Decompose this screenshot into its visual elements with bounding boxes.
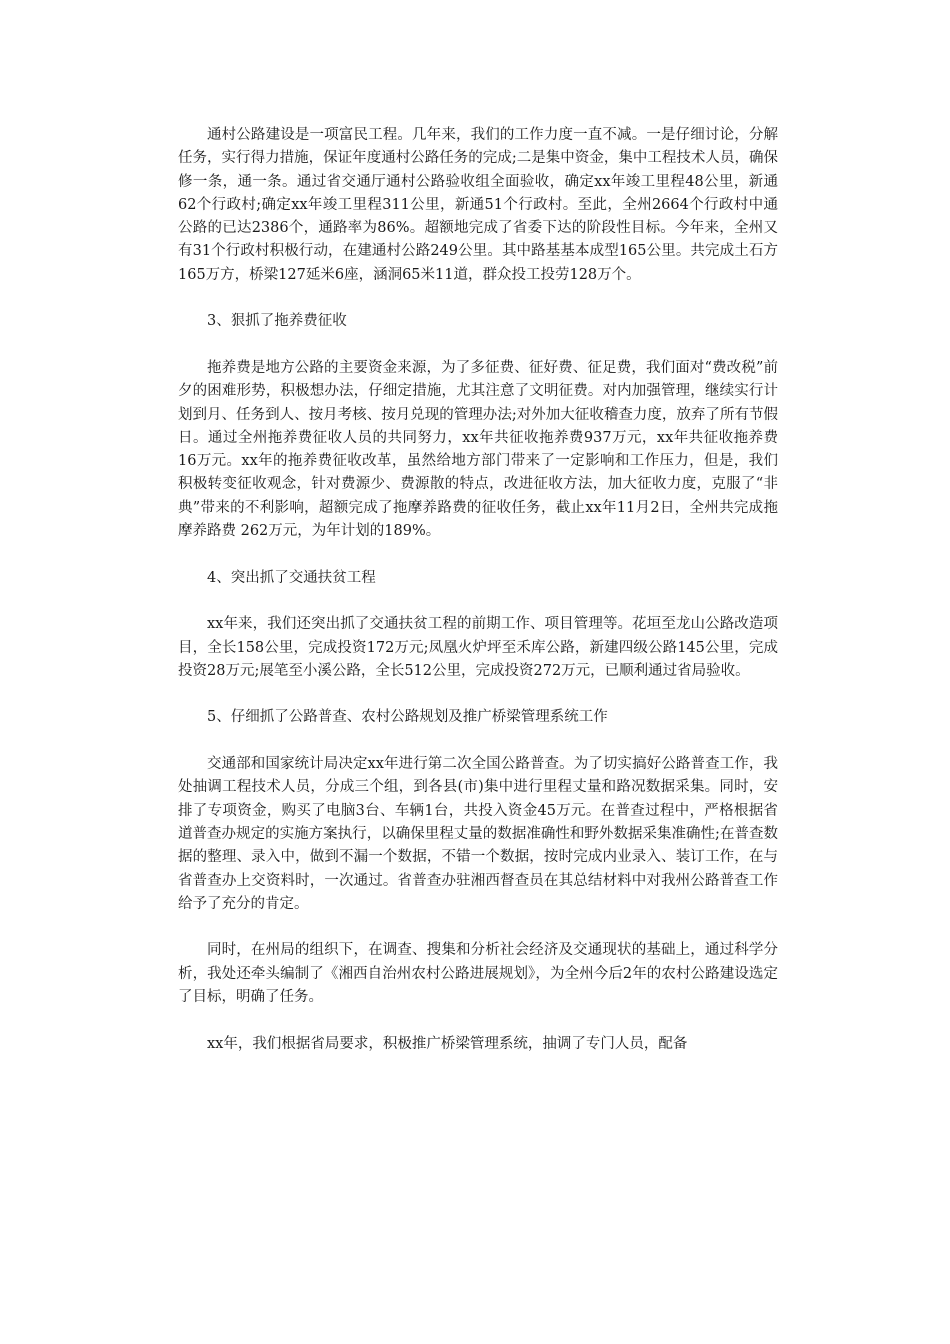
section-heading-5: 5、仔细抓了公路普查、农村公路规划及推广桥梁管理系统工作 [207, 709, 608, 726]
paragraph-road-census: 交通部和国家统计局决定xx年进行第二次全国公路普查。为了切实搞好公路普查工作，我处抽调工程技术人员，分成三个组，到各县(市)集中进行里程丈量和路况数据采集。同时，安排了专项资金，购买了电脑3台、车辆1台，共投入资金45万元。在普查过程中，严格根据省道普查办规定的实施方案执行，以确保里程丈量的数据准确性和野外数据采集准确性;在普查数据的整理、录入中，做到不漏一个数据，不错一个数据，按时完成内业录入、装订工作，在与省普查办上交资料时，一次通过。省普查办驻湘西督查员在其总结材料中对我州公路普查工作给予了充分的肯定。 [178, 756, 778, 912]
paragraph-village-roads: 通村公路建设是一项富民工程。几年来，我们的工作力度一直不减。一是仔细讨论，分解任务，实行得力措施，保证年度通村公路任务的完成;二是集中资金，集中工程技术人员，确保修一条，通一条。通过省交通厅通村公路验收组全面验收，确定xx年竣工里程48公里，新通62个行政村;确定xx年竣工里程311公里，新通51个行政村。至此，全州2664个行政村中通公路的已达2386个，通路率为86%。超额地完成了省委下达的阶段性目标。今年来，全州又有31个行政村积极行动，在建通村公路249公里。其中路基基本成型165公里。共完成土石方165万方，桥梁127延米6座，涵洞65米11道，群众投工投劳128万个。 [178, 127, 778, 283]
section-heading-4: 4、突出抓了交通扶贫工程 [207, 569, 376, 586]
document-body [178, 124, 778, 1079]
paragraph-fee-collection: 拖养费是地方公路的主要资金来源，为了多征费、征好费、征足费，我们面对“费改税”前夕的困难形势，积极想办法，仔细定措施，尤其注意了文明征费。对内加强管理，继续实行计划到月、任务到人、按月考核、按月兑现的管理办法;对外加大征收稽查力度，放弃了所有节假日。通过全州拖养费征收人员的共同努力，xx年共征收拖养费937万元，xx年共征收拖养费16万元。xx年的拖养费征收改革，虽然给地方部门带来了一定影响和工作压力，但是，我们积极转变征收观念，针对费源少、费源散的特点，改进征收方法，加大征收力度，克服了“非典”带来的不利影响，超额完成了拖摩养路费的征收任务，截止xx年11月2日，全州共完成拖摩养路费 262万元，为年计划的189%。 [178, 359, 778, 540]
section-heading-3: 3、狠抓了拖养费征收 [207, 313, 347, 330]
paragraph-bridge-system: xx年，我们根据省局要求，积极推广桥梁管理系统，抽调了专门人员，配备 [207, 1035, 688, 1052]
paragraph-rural-road-plan: 同时，在州局的组织下，在调查、搜集和分析社会经济及交通现状的基础上，通过科学分析，我处还牵头编制了《湘西自治州农村公路进展规划》，为全州今后2年的农村公路建设选定了目标，明确了任务。 [178, 942, 778, 1005]
paragraph-poverty-alleviation: xx年来，我们还突出抓了交通扶贫工程的前期工作、项目管理等。花垣至龙山公路改造项目，全长158公里，完成投资172万元;凤凰火炉坪至禾库公路，新建四级公路145公里，完成投资28万元;展笔至小溪公路，全长512公里，完成投资272万元，已顺利通过省局验收。 [178, 616, 778, 679]
